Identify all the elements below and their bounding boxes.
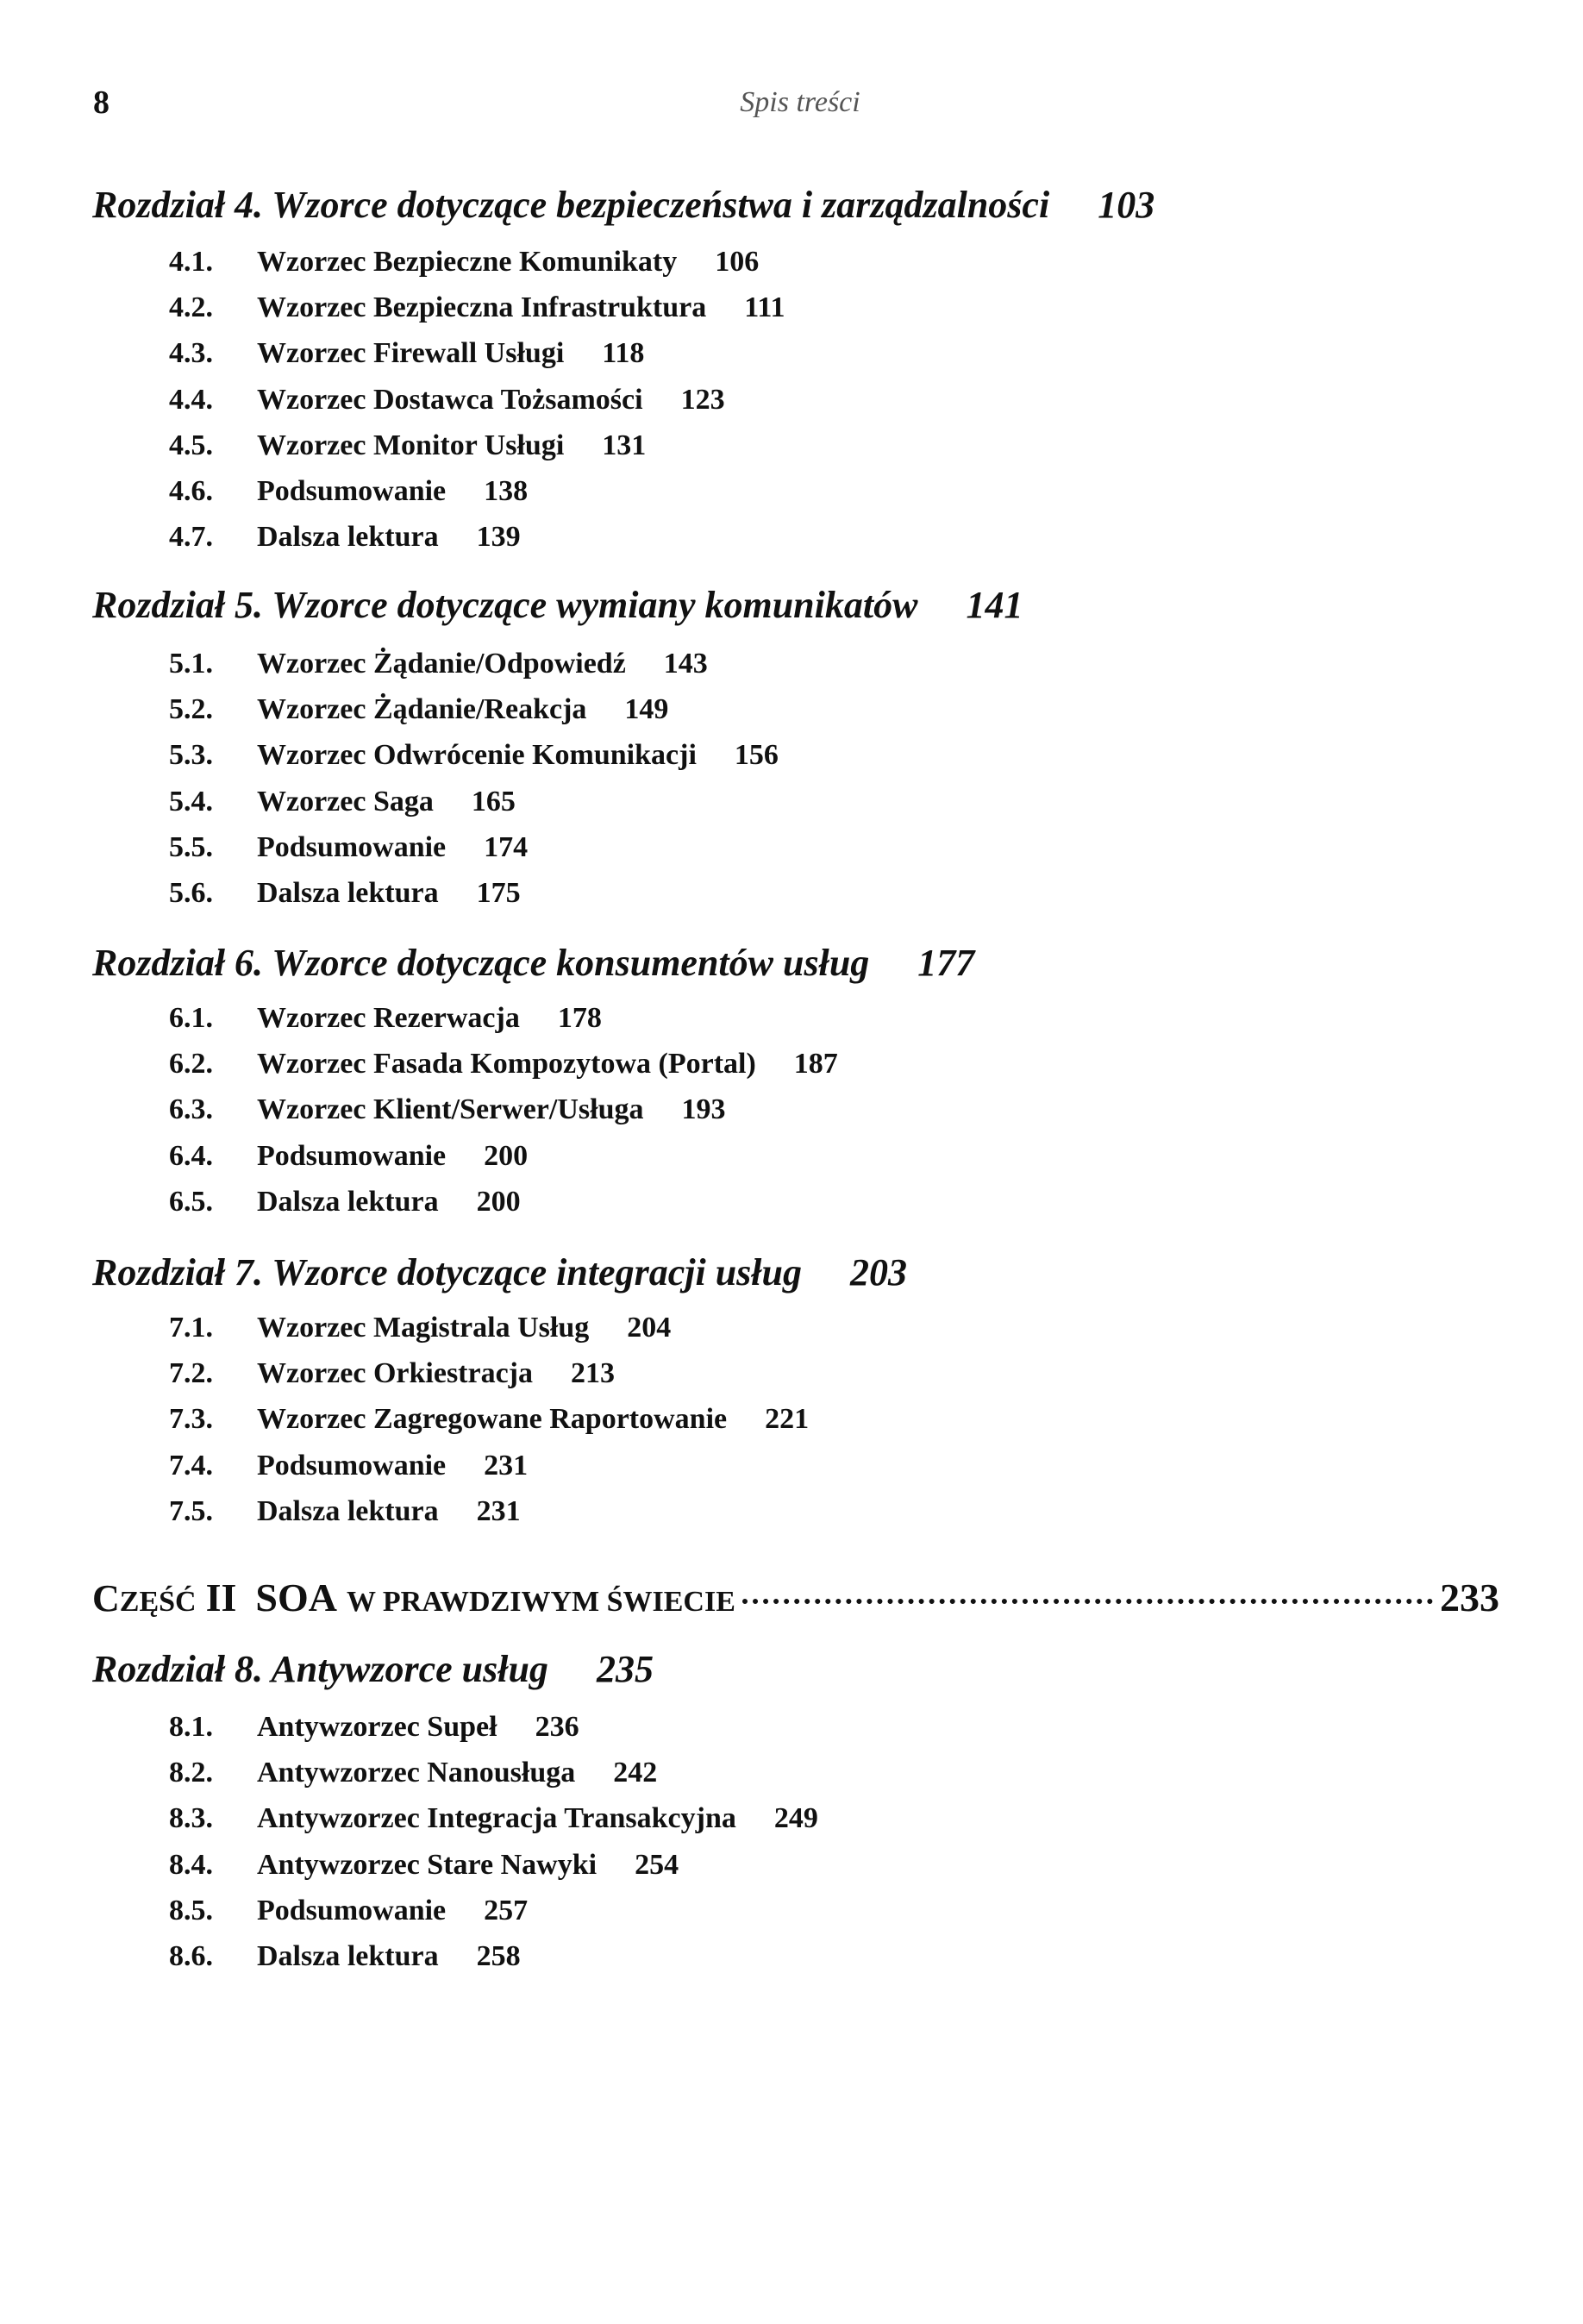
toc-entry[interactable]: [169, 1043, 838, 1086]
section-number: 5.5.: [169, 830, 213, 863]
toc-entry[interactable]: [169, 1135, 528, 1178]
section-number: 8.3.: [169, 1802, 213, 1835]
section-number: 6.5.: [169, 1185, 213, 1218]
toc-entry[interactable]: [169, 1935, 521, 1978]
chapter-heading[interactable]: [92, 579, 1023, 631]
section-page: 254: [635, 1848, 679, 1881]
chapter-title: Rozdział 4. Wzorce dotyczące bezpieczeństwa i zarządzalności: [92, 184, 1050, 226]
section-number: 8.2.: [169, 1757, 213, 1789]
chapter-heading[interactable]: [92, 1644, 654, 1695]
section-page: 242: [613, 1757, 658, 1789]
chapter-page: 141: [966, 584, 1023, 626]
section-page: 249: [773, 1802, 818, 1835]
section-title: Wzorzec Firewall Usługi: [257, 337, 565, 370]
section-title: Wzorzec Orkiestracja: [257, 1357, 533, 1390]
section-number: 4.1.: [169, 246, 213, 278]
chapter-title: Rozdział 8. Antywzorce usług: [92, 1648, 548, 1690]
chapter-title: Rozdział 5. Wzorce dotyczące wymiany komunikatów: [92, 584, 918, 626]
toc-entry[interactable]: [169, 379, 725, 422]
section-number: 7.5.: [169, 1494, 213, 1527]
section-page: 138: [484, 475, 529, 507]
toc-entry[interactable]: [169, 1751, 657, 1795]
section-title: Podsumowanie: [257, 1894, 447, 1926]
section-page: 213: [571, 1357, 615, 1390]
part-page: 233: [1440, 1575, 1499, 1619]
toc-entry[interactable]: [169, 1889, 528, 1932]
section-title: Podsumowanie: [257, 830, 447, 863]
toc-entry[interactable]: [169, 1181, 521, 1224]
section-title: Dalsza lektura: [257, 1940, 439, 1972]
chapter-page: 235: [596, 1648, 654, 1690]
section-number: 8.4.: [169, 1848, 213, 1881]
section-number: 5.1.: [169, 648, 213, 680]
section-title: Dalsza lektura: [257, 1494, 439, 1527]
page-number: 8: [93, 85, 109, 121]
part-label-rest: ZĘŚĆ: [119, 1586, 197, 1618]
section-page: 143: [663, 648, 708, 680]
section-title: Dalsza lektura: [257, 1185, 439, 1218]
chapter-title: Rozdział 6. Wzorce dotyczące konsumentów usług: [92, 942, 870, 984]
section-page: 178: [557, 1002, 602, 1034]
chapter-heading[interactable]: [92, 179, 1154, 231]
section-title: Wzorzec Zagregowane Raportowanie: [257, 1403, 728, 1436]
toc-entry[interactable]: [169, 1844, 679, 1887]
section-number: 6.4.: [169, 1139, 213, 1172]
chapter-page: 103: [1098, 184, 1155, 226]
section-page: 200: [476, 1185, 521, 1218]
section-number: 4.6.: [169, 475, 213, 507]
section-number: 6.1.: [169, 1002, 213, 1034]
section-title: Wzorzec Rezerwacja: [257, 1002, 520, 1034]
section-title: Wzorzec Monitor Usługi: [257, 429, 565, 461]
section-title: Wzorzec Żądanie/Odpowiedź: [257, 648, 626, 680]
section-title: Antywzorzec Integracja Transakcyjna: [257, 1802, 736, 1835]
section-title: Wzorzec Fasada Kompozytowa (Portal): [257, 1048, 756, 1081]
section-number: 5.6.: [169, 877, 213, 909]
section-title: Wzorzec Bezpieczne Komunikaty: [257, 246, 678, 278]
chapter-page: 203: [849, 1251, 907, 1294]
section-title: Wzorzec Bezpieczna Infrastruktura: [257, 291, 707, 324]
section-page: 165: [471, 785, 516, 817]
toc-entry[interactable]: [169, 780, 516, 824]
part-roman: II: [205, 1575, 237, 1619]
section-title: Wzorzec Dostawca Tożsamości: [257, 383, 643, 416]
section-page: 156: [734, 739, 779, 772]
toc-entry[interactable]: [169, 826, 528, 869]
section-page: 204: [627, 1312, 672, 1344]
chapter-heading[interactable]: [92, 1247, 907, 1299]
toc-entry[interactable]: [169, 734, 779, 777]
section-page: 139: [476, 521, 521, 554]
section-title: Dalsza lektura: [257, 877, 439, 909]
section-page: 111: [744, 291, 785, 324]
section-page: 221: [765, 1403, 810, 1436]
toc-entry[interactable]: [169, 1306, 671, 1350]
section-page: 193: [681, 1093, 726, 1126]
section-page: 258: [476, 1940, 521, 1972]
section-number: 8.6.: [169, 1940, 213, 1972]
section-number: 7.1.: [169, 1312, 213, 1344]
toc-entry[interactable]: [169, 997, 602, 1040]
chapter-heading[interactable]: [92, 937, 974, 989]
section-page: 236: [535, 1711, 579, 1743]
toc-entry[interactable]: [169, 1706, 579, 1749]
toc-entry[interactable]: [169, 1352, 615, 1395]
section-page: 231: [476, 1494, 521, 1527]
section-number: 7.4.: [169, 1449, 213, 1481]
part-heading[interactable]: [92, 1572, 1499, 1628]
toc-entry[interactable]: [169, 642, 708, 686]
toc-entry[interactable]: [169, 688, 668, 731]
section-title: Antywzorzec Stare Nawyki: [257, 1848, 598, 1881]
section-number: 6.2.: [169, 1048, 213, 1081]
section-title: Wzorzec Magistrala Usług: [257, 1312, 590, 1344]
section-number: 4.2.: [169, 291, 213, 324]
section-page: 149: [624, 693, 669, 726]
section-title: Podsumowanie: [257, 475, 447, 507]
section-number: 7.2.: [169, 1357, 213, 1390]
section-page: 131: [602, 429, 647, 461]
toc-entry[interactable]: [169, 286, 785, 329]
section-page: 118: [602, 337, 645, 370]
section-title: Wzorzec Żądanie/Reakcja: [257, 693, 587, 726]
toc-entry[interactable]: [169, 1088, 725, 1131]
section-title: Dalsza lektura: [257, 521, 439, 554]
section-page: 175: [476, 877, 521, 909]
section-page: 257: [484, 1894, 529, 1926]
section-title: Wzorzec Klient/Serwer/Usługa: [257, 1093, 644, 1126]
section-title: Antywzorzec Nanousługa: [257, 1757, 576, 1789]
toc-entry[interactable]: [169, 241, 759, 284]
section-page: 187: [793, 1048, 838, 1081]
toc-entry[interactable]: [169, 1444, 528, 1488]
part-label-initial: C: [92, 1577, 120, 1619]
section-page: 106: [715, 246, 760, 278]
section-number: 8.1.: [169, 1711, 213, 1743]
section-number: 5.2.: [169, 693, 213, 726]
section-page: 200: [484, 1139, 529, 1172]
section-page: 123: [680, 383, 725, 416]
chapter-title: Rozdział 7. Wzorce dotyczące integracji usług: [92, 1251, 802, 1294]
section-page: 174: [484, 830, 529, 863]
section-page: 231: [484, 1449, 529, 1481]
part-title-rest: W PRAWDZIWYM ŚWIECIE: [347, 1586, 735, 1618]
toc-entry[interactable]: [169, 1398, 809, 1441]
dot-leader: [742, 1599, 1433, 1604]
section-title: Wzorzec Saga: [257, 785, 434, 817]
section-title: Antywzorzec Supeł: [257, 1711, 497, 1743]
section-number: 5.3.: [169, 739, 213, 772]
chapter-page: 177: [917, 942, 975, 984]
toc-entry[interactable]: [169, 470, 528, 513]
toc-entry[interactable]: [169, 1490, 521, 1533]
running-title: Spis treści: [740, 86, 860, 118]
section-title: Podsumowanie: [257, 1449, 447, 1481]
section-number: 8.5.: [169, 1894, 213, 1926]
section-title: Wzorzec Odwrócenie Komunikacji: [257, 739, 697, 772]
section-title: Podsumowanie: [257, 1139, 447, 1172]
toc-entry[interactable]: [169, 332, 644, 375]
section-number: 5.4.: [169, 785, 213, 817]
section-number: 4.5.: [169, 429, 213, 461]
toc-entry[interactable]: [169, 516, 521, 559]
section-number: 7.3.: [169, 1403, 213, 1436]
section-number: 6.3.: [169, 1093, 213, 1126]
section-number: 4.4.: [169, 383, 213, 416]
section-number: 4.7.: [169, 521, 213, 554]
toc-entry[interactable]: [169, 872, 521, 915]
section-number: 4.3.: [169, 337, 213, 370]
toc-entry[interactable]: [169, 424, 646, 467]
part-title-big: SOA: [255, 1575, 338, 1619]
toc-entry[interactable]: [169, 1797, 818, 1840]
